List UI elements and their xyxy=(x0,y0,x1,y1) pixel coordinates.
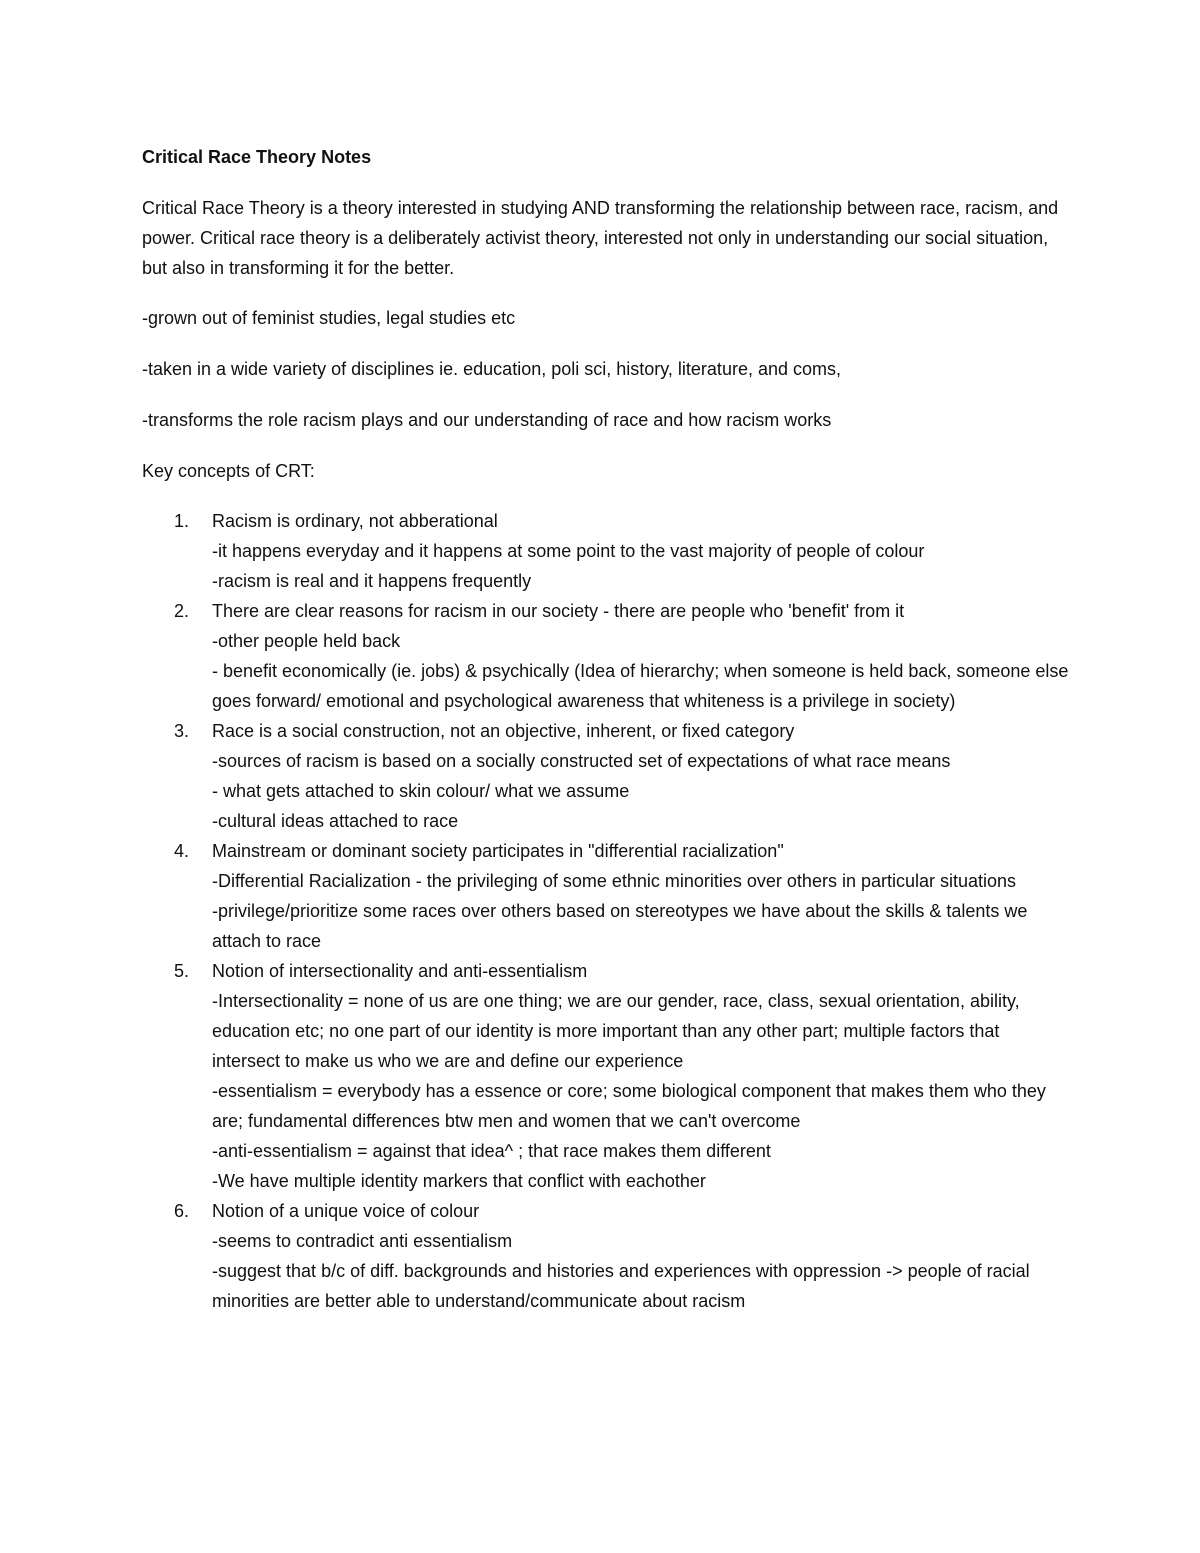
concept-note: -cultural ideas attached to race xyxy=(212,811,459,831)
concept-note: -essentialism = everybody has a essence or core; some biological component that makes them who they are; fundamental differences btw men and women that we can't overcome xyxy=(212,1081,1046,1131)
concept-item xyxy=(142,836,1072,956)
key-concepts-heading: Key concepts of CRT: xyxy=(142,461,315,481)
concept-heading: Racism is ordinary, not abberational xyxy=(212,511,498,531)
intro-paragraph: Critical Race Theory is a theory interested in studying AND transforming the relationship between race, racism, and power. Critical race theory is a deliberately activist theory, interested not only in understanding our social situation, but also in transforming it for the better. xyxy=(142,198,1059,278)
concept-number: 4. xyxy=(174,841,190,861)
concept-heading: Notion of intersectionality and anti-essentialism xyxy=(212,961,588,981)
concept-number: 1. xyxy=(174,511,190,531)
concept-heading: Race is a social construction, not an objective, inherent, or fixed category xyxy=(212,721,795,741)
concept-item xyxy=(142,716,1072,836)
concept-note: -privilege/prioritize some races over others based on stereotypes we have about the skills & talents we attach to race xyxy=(212,901,1028,951)
page-title: Critical Race Theory Notes xyxy=(142,147,372,167)
concept-note: -Intersectionality = none of us are one thing; we are our gender, race, class, sexual orientation, ability, education etc; no one part of our identity is more important than any other part; multiple factors that intersect to make us who we are and define our experience xyxy=(212,991,1020,1071)
document-body xyxy=(142,142,1072,1316)
dash-item: -grown out of feminist studies, legal studies etc xyxy=(142,308,516,328)
concept-number: 3. xyxy=(174,721,190,741)
concept-note: -sources of racism is based on a socially constructed set of expectations of what race means xyxy=(212,751,951,771)
concept-item xyxy=(142,506,1072,596)
concept-item xyxy=(142,596,1072,716)
concept-note: -racism is real and it happens frequently xyxy=(212,571,532,591)
concept-heading: Notion of a unique voice of colour xyxy=(212,1201,480,1221)
concept-item xyxy=(142,956,1072,1196)
concept-note: -suggest that b/c of diff. backgrounds and histories and experiences with oppression -> people of racial minorities are better able to understand/communicate about racism xyxy=(212,1261,1030,1311)
concept-note: - benefit economically (ie. jobs) & psychically (Idea of hierarchy; when someone is held back, someone else goes forward/ emotional and psychological awareness that whiteness is a privilege in society) xyxy=(212,661,1069,711)
concept-heading: There are clear reasons for racism in our society - there are people who 'benefit' from it xyxy=(212,601,905,621)
concept-note: -it happens everyday and it happens at some point to the vast majority of people of colour xyxy=(212,541,925,561)
concept-number: 2. xyxy=(174,601,190,621)
concept-note: -We have multiple identity markers that conflict with eachother xyxy=(212,1171,706,1191)
concept-note: -seems to contradict anti essentialism xyxy=(212,1231,513,1251)
dash-item: -transforms the role racism plays and our understanding of race and how racism works xyxy=(142,410,832,430)
concept-number: 5. xyxy=(174,961,190,981)
concept-number: 6. xyxy=(174,1201,190,1221)
concept-note: -Differential Racialization - the privileging of some ethnic minorities over others in particular situations xyxy=(212,871,1017,891)
concepts-list xyxy=(142,506,1072,1316)
concept-note: - what gets attached to skin colour/ what we assume xyxy=(212,781,630,801)
concept-item xyxy=(142,1196,1072,1316)
concept-note: -anti-essentialism = against that idea^ ; that race makes them different xyxy=(212,1141,771,1161)
concept-heading: Mainstream or dominant society participates in "differential racialization" xyxy=(212,841,784,861)
dash-item: -taken in a wide variety of disciplines ie. education, poli sci, history, literature, and coms, xyxy=(142,359,841,379)
concept-note: -other people held back xyxy=(212,631,401,651)
